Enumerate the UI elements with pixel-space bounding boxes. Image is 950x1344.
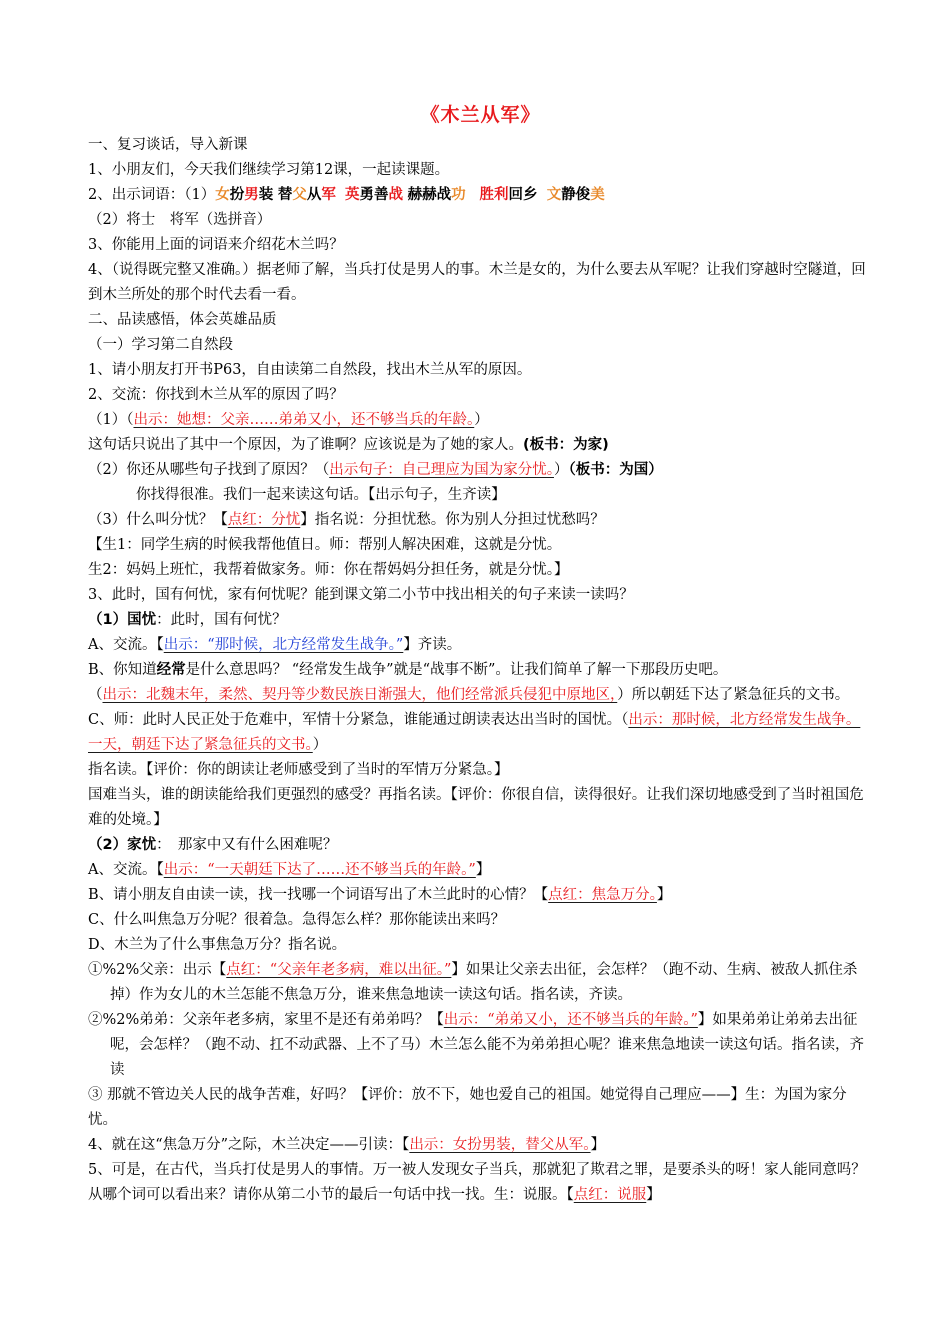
text-span: （ xyxy=(88,687,103,703)
text-span: ） xyxy=(312,737,328,753)
vocab-char: 静俊 xyxy=(561,187,591,203)
step-line xyxy=(88,433,873,458)
step-line xyxy=(88,508,873,533)
text-span: A、交流。【 xyxy=(88,637,164,653)
board-note: （板书：为国） xyxy=(568,462,663,478)
text-span: 这句话只说出了其中一个原因，为了谁啊？应该说是为了她的家人。 xyxy=(88,437,523,453)
subsection-heading: （一）学习第二自然段 xyxy=(88,337,233,353)
text-span: ） xyxy=(553,462,569,478)
step-line xyxy=(88,958,873,1008)
text-span: B、你知道 xyxy=(88,662,157,678)
vocab-char: 美 xyxy=(590,187,605,203)
text-span: 5、可是，在古代，当兵打仗是男人的事情。万一被人发现女子当兵，那就犯了欺君之罪，是要杀头的呀！家人能同意吗？从哪个词可以看出来？请你从第二小节的最后一句话中找一找。生：说服。【 xyxy=(88,1162,866,1203)
section-heading-2: 二、品读感悟，体会英雄品质 xyxy=(88,312,277,328)
vocab-char: 赫赫战 xyxy=(407,187,452,203)
step-line: 你找得很准。我们一起来读这句话。【出示句子，生齐读】 xyxy=(136,487,506,503)
vocab-char: 英 xyxy=(345,187,360,203)
text-span: ： 那家中又有什么困难呢？ xyxy=(156,837,338,853)
vocab-char: 勇善 xyxy=(359,187,389,203)
highlight-red: 出示：“弟弟又小，还不够当兵的年龄。” xyxy=(443,1012,698,1028)
text-span: 】齐读。 xyxy=(403,637,462,653)
page-title: 《木兰从军》 xyxy=(420,104,541,126)
pinyin-line: （2）将士 将军（选拼音） xyxy=(88,212,272,228)
highlight-blue: 出示：“那时候，北方经常发生战争。” xyxy=(163,637,404,653)
document-page xyxy=(88,100,873,1208)
text-span: 】如果让父亲去出征，会怎样？（跑不动、生病、被敌人抓住杀掉）作为女儿的木兰怎能不焦急万分，谁来焦急地读一读这句话。指名读，齐读。 xyxy=(110,962,858,1003)
vocab-char: 替 xyxy=(277,187,293,203)
step-line xyxy=(88,658,873,683)
highlight-red: 出示：女扮男装，替父从军。 xyxy=(409,1137,591,1153)
step-line xyxy=(88,408,873,433)
highlight-red: 出示：“一天朝廷下达了……还不够当兵的年龄。” xyxy=(163,862,476,878)
text-span: ） xyxy=(474,412,489,428)
text-span: 】 xyxy=(475,862,491,878)
text-span: ①%2%父亲：出示【 xyxy=(88,962,227,978)
step-line xyxy=(88,683,873,708)
text-span: B、请小朋友自由读一读，找一找哪一个词语写出了木兰此时的心情？【 xyxy=(88,887,549,903)
text-span: 】 xyxy=(590,1137,606,1153)
vocab-char: 装 xyxy=(258,187,274,203)
text-span: ②%2%弟弟：父亲年老多病，家里不是还有弟弟吗？【 xyxy=(88,1012,444,1028)
step-line xyxy=(88,833,873,858)
step-line: 4、（说得既完整又准确。）据老师了解，当兵打仗是男人的事。木兰是女的，为什么要去从军呢？让我们穿越时空隧道，回到木兰所处的那个时代去看一看。 xyxy=(88,262,866,303)
text-span: 】 xyxy=(656,887,672,903)
step-line: 1、小朋友们，今天我们继续学习第12课，一起读课题。 xyxy=(88,162,450,178)
step-line xyxy=(88,1133,873,1158)
bold-label: （2）家忧 xyxy=(88,837,157,853)
text-span: 】 xyxy=(646,1187,661,1203)
text-span: （1）（ xyxy=(88,412,134,428)
vocab-char: 战 xyxy=(388,187,404,203)
step-line: 指名读。【评价：你的朗读让老师感受到了当时的军情万分紧急。】 xyxy=(88,762,509,778)
board-note: (板书：为家) xyxy=(523,437,609,453)
step-line: 生2：妈妈上班忙，我帮着做家务。师：你在帮妈妈分担任务，就是分忧。】 xyxy=(88,562,569,578)
vocab-line xyxy=(88,183,873,208)
section-heading-1: 一、复习谈话，导入新课 xyxy=(88,137,248,153)
highlight-red: 出示：那时候，北方经常发生战争。一天，朝廷下达了紧急征兵的文书。 xyxy=(88,712,861,753)
highlight-red: 出示句子：自己理应为国为家分忧。 xyxy=(329,462,554,478)
text-span: 是什么意思吗？ “经常发生战争”就是“战事不断”。让我们简单了解一下那段历史吧。 xyxy=(185,662,728,678)
vocab-char: 胜利 xyxy=(479,187,509,203)
bold-label: （1）国忧 xyxy=(88,612,157,628)
vocab-char: 扮 xyxy=(229,187,245,203)
vocab-prefix: 2、出示词语：（1） xyxy=(88,187,216,203)
text-span: C、师：此时人民正处于危难中，军情十分紧急，谁能通过朗读表达出当时的国忧。（ xyxy=(88,712,629,728)
highlight-red: 出示：北魏末年，柔然、契丹等少数民族日渐强大，他们经常派兵侵犯中原地区， xyxy=(102,687,618,703)
vocab-char: 女 xyxy=(215,187,230,203)
text-span: A、交流。【 xyxy=(88,862,164,878)
text-span: ）所以朝廷下达了紧急征兵的文书。 xyxy=(617,687,850,703)
highlight-red: 点红：说服 xyxy=(573,1187,647,1203)
highlight-red: 出示：她想：父亲……弟弟又小，还不够当兵的年龄。 xyxy=(133,412,475,428)
step-line: 1、请小朋友打开书P63，自由读第二自然段，找出木兰从军的原因。 xyxy=(88,362,532,378)
text-span: 】指名说：分担忧愁。你为别人分担过忧愁吗？ xyxy=(300,512,605,528)
vocab-char: 从 xyxy=(306,187,322,203)
text-span: 4、就在这“焦急万分”之际，木兰决定——引读：【 xyxy=(88,1137,410,1153)
step-line: 国难当头，谁的朗读能给我们更强烈的感受？再指名读。【评价：你很自信，读得很好。让我们深切地感受到了当时祖国危难的处境。】 xyxy=(88,787,864,828)
step-line xyxy=(88,883,873,908)
step-line: 3、你能用上面的词语来介绍花木兰吗？ xyxy=(88,237,344,253)
step-line: C、什么叫焦急万分呢？很着急。急得怎么样？那你能读出来吗？ xyxy=(88,912,506,928)
step-line: D、木兰为了什么事焦急万分？指名说。 xyxy=(88,937,347,953)
step-line: ③ 那就不管边关人民的战争苦难，好吗？【评价：放不下，她也爱自己的祖国。她觉得自己理应——】生：为国为家分忧。 xyxy=(88,1087,847,1128)
step-line: 【生1：同学生病的时候我帮他值日。师：帮别人解决困难，这就是分忧。 xyxy=(88,537,562,553)
step-line: 3、此时，国有何忧，家有何忧呢？能到课文第二小节中找出相关的句子来读一读吗？ xyxy=(88,587,634,603)
step-line xyxy=(88,608,873,633)
highlight-red: 点红：“父亲年老多病，难以出征。” xyxy=(226,962,452,978)
step-line xyxy=(88,458,873,483)
vocab-char: 文 xyxy=(546,187,562,203)
step-line xyxy=(88,858,873,883)
step-line: 2、交流：你找到木兰从军的原因了吗？ xyxy=(88,387,344,403)
text-span: 】如果弟弟让弟弟去出征呢，会怎样？（跑不动、扛不动武器、上不了马）木兰怎么能不为弟弟担心呢？谁来焦急地读一读这句话。指名读，齐读 xyxy=(110,1012,864,1078)
highlight-red: 点红：分忧 xyxy=(227,512,301,528)
vocab-char: 男 xyxy=(244,187,259,203)
step-line xyxy=(88,708,873,758)
text-span: （2）你还从哪些句子找到了原因？（ xyxy=(88,462,330,478)
vocab-char: 功 xyxy=(451,187,466,203)
text-span: （3）什么叫分忧？【 xyxy=(88,512,228,528)
step-line xyxy=(88,1008,873,1083)
vocab-char: 父 xyxy=(292,187,307,203)
step-line xyxy=(88,1158,873,1208)
text-span: ：此时，国有何忧？ xyxy=(156,612,287,628)
highlight-red: 点红：焦急万分。 xyxy=(548,887,657,903)
step-line xyxy=(88,633,873,658)
vocab-char: 军 xyxy=(321,187,336,203)
bold-label: 经常 xyxy=(156,662,186,678)
vocab-char: 回乡 xyxy=(508,187,538,203)
